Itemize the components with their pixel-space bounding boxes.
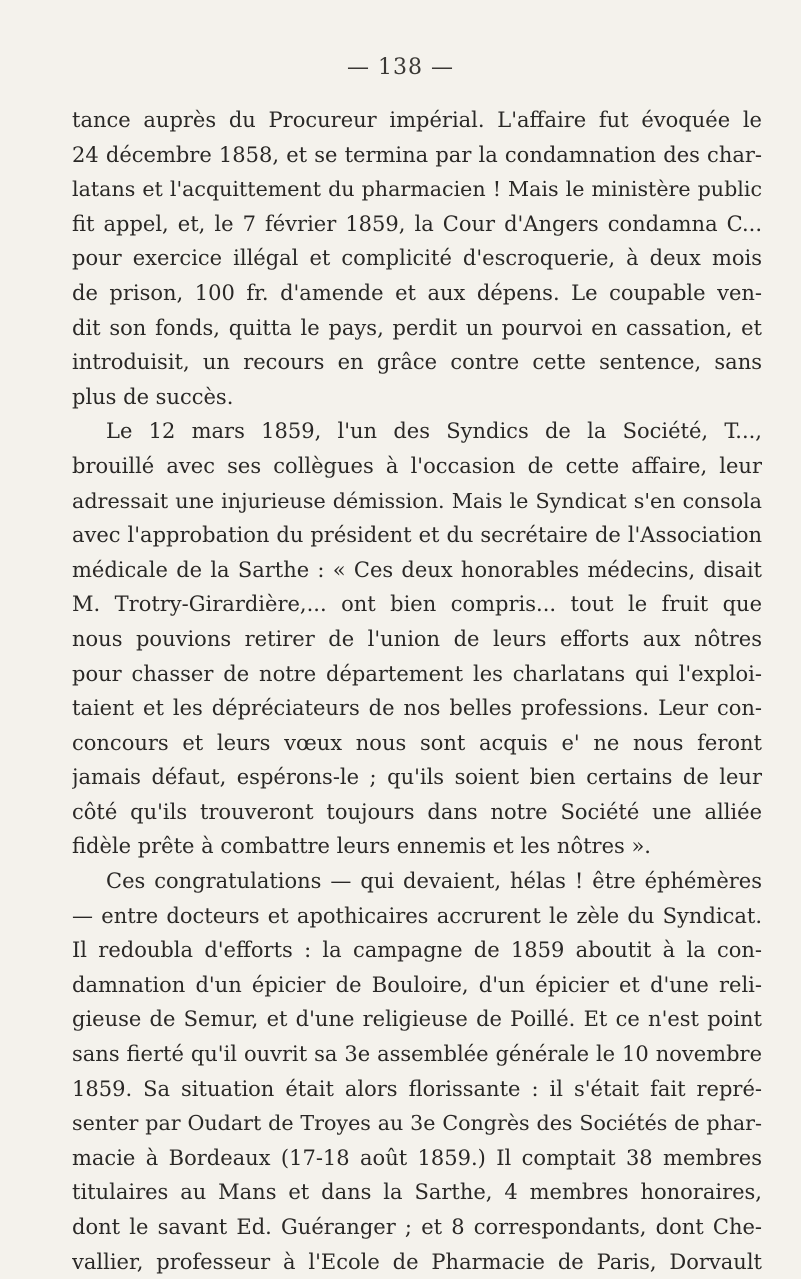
- text-line: taient et les dépréciateurs de nos belles professions. Leur con-: [72, 696, 762, 721]
- text-line: introduisit, un recours en grâce contre cette sentence, sans: [72, 350, 762, 375]
- text-line: pour chasser de notre département les charlatans qui l'exploi-: [72, 661, 762, 686]
- text-line: pour exercice illégal et complicité d'escroquerie, à deux mois: [72, 246, 762, 271]
- text-line: brouillé avec ses collègues à l'occasion de cette affaire, leur: [72, 453, 762, 478]
- text-line: fidèle prête à combattre leurs ennemis et les nôtres ».: [72, 834, 651, 859]
- body-text: [72, 103, 762, 1279]
- text-line: côté qu'ils trouveront toujours dans notre Société une alliée: [72, 799, 762, 824]
- text-line: titulaires au Mans et dans la Sarthe, 4 membres honoraires,: [72, 1180, 762, 1205]
- text-line: 24 décembre 1858, et se termina par la condamnation des char-: [72, 142, 762, 167]
- text-line: vallier, professeur à l'Ecole de Pharmacie de Paris, Dorvault: [72, 1249, 762, 1274]
- text-line: 1859. Sa situation était alors florissante : il s'était fait repré-: [72, 1076, 762, 1101]
- text-line: fit appel, et, le 7 février 1859, la Cour d'Angers condamna C...: [72, 211, 762, 236]
- text-line: jamais défaut, espérons-le ; qu'ils soient bien certains de leur: [72, 765, 762, 790]
- text-line: nous pouvions retirer de l'union de leurs efforts aux nôtres: [72, 626, 762, 651]
- text-line: de prison, 100 fr. d'amende et aux dépens. Le coupable ven-: [72, 280, 762, 305]
- text-line: dit son fonds, quitta le pays, perdit un pourvoi en cassation, et: [72, 315, 762, 340]
- text-line: médicale de la Sarthe : « Ces deux honorables médecins, disait: [72, 557, 762, 582]
- text-line: damnation d'un épicier de Bouloire, d'un épicier et d'une reli-: [72, 972, 762, 997]
- text-line: sans fierté qu'il ouvrit sa 3e assemblée générale le 10 novembre: [72, 1042, 762, 1067]
- text-line: macie à Bordeaux (17-18 août 1859.) Il comptait 38 membres: [72, 1145, 762, 1170]
- text-line: — entre docteurs et apothicaires accrurent le zèle du Syndicat.: [72, 903, 762, 928]
- text-line: adressait une injurieuse démission. Mais le Syndicat s'en consola: [72, 488, 762, 513]
- text-line: Ces congratulations — qui devaient, hélas ! être éphémères: [106, 869, 762, 894]
- text-line: plus de succès.: [72, 384, 234, 409]
- text-line: tance auprès du Procureur impérial. L'affaire fut évoquée le: [72, 108, 762, 132]
- text-line: gieuse de Semur, et d'une religieuse de Poillé. Et ce n'est point: [72, 1007, 762, 1032]
- text-line: latans et l'acquittement du pharmacien ! Mais le ministère public: [72, 177, 762, 202]
- text-line: avec l'approbation du président et du secrétaire de l'Association: [72, 523, 762, 548]
- text-line: senter par Oudart de Troyes au 3e Congrès des Sociétés de phar-: [72, 1111, 762, 1136]
- text-line: M. Trotry-Girardière,... ont bien compris... tout le fruit que: [72, 592, 762, 617]
- page-number: — 138 —: [347, 55, 454, 80]
- text-line: concours et leurs vœux nous sont acquis e' ne nous feront: [72, 730, 762, 755]
- text-line: dont le savant Ed. Guéranger ; et 8 correspondants, dont Che-: [72, 1215, 762, 1239]
- text-line: Il redoubla d'efforts : la campagne de 1859 aboutit à la con-: [72, 938, 762, 963]
- text-line: Le 12 mars 1859, l'un des Syndics de la Société, T...,: [106, 419, 762, 444]
